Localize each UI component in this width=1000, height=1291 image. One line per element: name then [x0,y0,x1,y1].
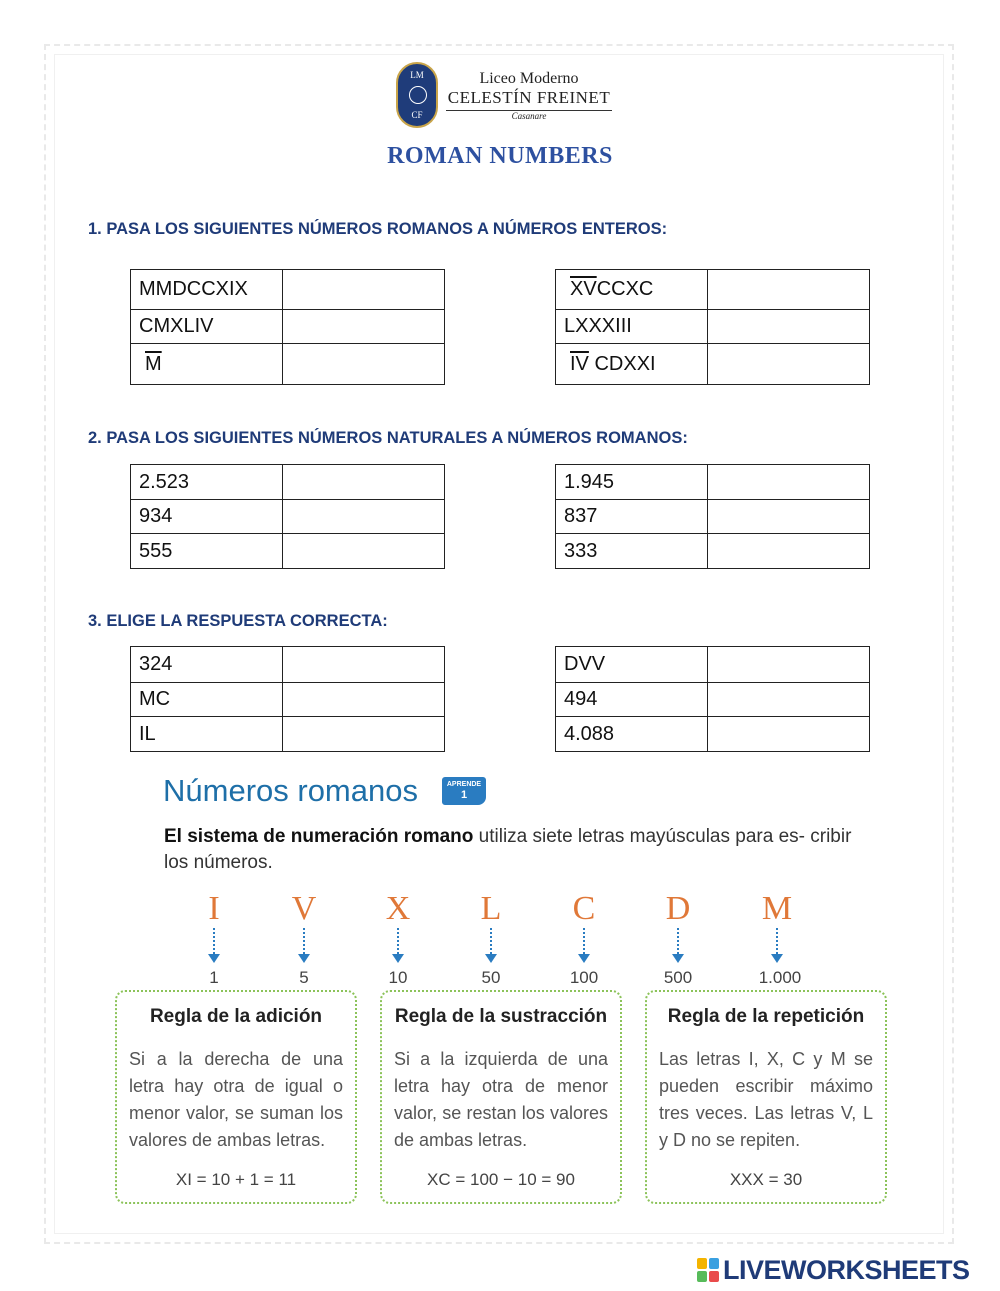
option-cell: 4.088 [556,717,708,752]
answer-field[interactable] [708,534,870,569]
option-cell: 494 [556,683,708,717]
arrow-head-icon [208,954,220,963]
table-row [556,647,870,683]
roman-letter: V [291,890,317,927]
school-name-line1: Liceo Moderno [479,70,579,87]
rule-title: Regla de la repetición [667,1006,865,1027]
roman-cell [131,344,283,385]
roman-cell: LXXXIII [556,310,708,344]
textbook-description [164,824,864,876]
answer-field[interactable] [708,465,870,500]
table-row [131,683,445,717]
school-location: Casanare [511,111,547,121]
answer-field[interactable] [283,344,445,385]
numeral-rest: CDXXI [594,352,656,375]
number-cell: 1.945 [556,465,708,500]
table-row [131,647,445,683]
roman-letter: L [480,890,502,927]
school-logo [396,62,616,130]
table-row [556,344,870,385]
answer-field[interactable] [708,500,870,534]
roman-cell [556,270,708,310]
table-row [556,717,870,752]
answer-field[interactable] [708,310,870,344]
overlined-numeral: $\overline{XV}$ [570,278,597,300]
letter-value: 10 [388,968,408,987]
arrow-head-icon [771,954,783,963]
overlined-numeral: $\overline{M}$ [145,352,162,375]
logo-divider [446,110,612,111]
rule-body: Las letras I, X, C y M se pueden escribir máximo tres veces. Las letras V, L y D no se repiten. [659,1049,873,1150]
number-cell: 333 [556,534,708,569]
table-row [556,683,870,717]
school-name-line2: CELESTÍN FREINET [447,88,611,107]
section1-title: 1. PASA LOS SIGUIENTES NÚMEROS ROMANOS A NÚMEROS ENTEROS: [88,220,668,238]
page-title: ROMAN NUMBERS [387,143,613,169]
textbook-title: Números romanos [163,773,418,808]
section1-right-table [555,269,870,385]
answer-field[interactable] [283,717,445,752]
roman-letter: D [665,890,691,927]
section3-title: 3. ELIGE LA RESPUESTA CORRECTA: [88,612,388,630]
badge-label: APRENDE [446,781,482,788]
seal-bottom-text: CF [411,110,423,120]
option-cell: 324 [131,647,283,683]
rule-box-subtraction [380,990,622,1204]
section1-left-table [130,269,445,385]
answer-field[interactable] [708,683,870,717]
roman-letter: I [208,890,220,927]
description-rest: utiliza siete letras mayúsculas para es- cribir los números. [164,826,852,873]
roman-cell: MMDCCXIX [131,270,283,310]
badge-number: 1 [460,789,468,801]
letter-value: 100 [569,968,599,987]
answer-field[interactable] [283,683,445,717]
liveworksheets-brand: LIVEWORKSHEETS [723,1255,970,1285]
rule-example: XC = 100 − 10 = 90 [427,1170,575,1189]
seal-top-text: LM [410,70,424,80]
description-bold: El sistema de numeración romano [164,826,474,847]
table-row [131,717,445,752]
rule-body: Si a la izquierda de una letra hay otra de menor valor, se restan los valores de ambas letras. [394,1049,608,1150]
table-row [131,500,445,534]
letter-value: 500 [663,968,693,987]
option-cell: MC [131,683,283,717]
roman-cell: CMXLIV [131,310,283,344]
number-cell: 934 [131,500,283,534]
arrow-head-icon [392,954,404,963]
option-cell: DVV [556,647,708,683]
number-cell: 2.523 [131,465,283,500]
table-row [556,465,870,500]
section2-right-table [555,464,870,569]
letter-value: 1 [209,968,219,987]
school-seal-icon [396,62,438,128]
answer-field[interactable] [283,465,445,500]
section2-left-table [130,464,445,569]
table-row [131,270,445,310]
answer-field[interactable] [283,270,445,310]
answer-field[interactable] [283,500,445,534]
table-row [131,534,445,569]
school-name [442,70,616,121]
arrow-head-icon [485,954,497,963]
answer-field[interactable] [708,717,870,752]
liveworksheets-icon [697,1258,719,1282]
rule-box-repetition [645,990,887,1204]
table-row [556,534,870,569]
answer-field[interactable] [708,344,870,385]
answer-field[interactable] [283,310,445,344]
rule-example: XI = 10 + 1 = 11 [175,1170,297,1189]
table-row [556,500,870,534]
aprende-badge [442,777,486,805]
letter-value: 1.000 [758,968,802,987]
rule-example: XXX = 30 [729,1170,803,1189]
section2-title: 2. PASA LOS SIGUIENTES NÚMEROS NATURALES A NÚMEROS ROMANOS: [88,429,688,447]
letter-value: 5 [299,968,309,987]
arrow-head-icon [578,954,590,963]
answer-field[interactable] [708,647,870,683]
rule-title: Regla de la sustracción [394,1006,608,1027]
table-row [131,465,445,500]
numeral-rest: CCXC [596,278,654,300]
table-row [556,270,870,310]
answer-field[interactable] [283,534,445,569]
arrow-head-icon [298,954,310,963]
section3-left-table [130,646,445,752]
table-row [131,344,445,385]
roman-letter: X [385,890,411,927]
roman-cell [556,344,708,385]
roman-letter: M [761,890,793,927]
overlined-numeral: $\overline{IV}$ [570,352,589,375]
number-cell: 555 [131,534,283,569]
globe-icon [409,86,427,104]
section3-right-table [555,646,870,752]
number-cell: 837 [556,500,708,534]
rule-title: Regla de la adición [149,1006,323,1027]
rule-box-addition [115,990,357,1204]
letter-value: 50 [481,968,501,987]
rule-body: Si a la derecha de una letra hay otra de igual o menor valor, se suman los valores de ambas letras. [129,1049,343,1150]
table-row [556,310,870,344]
arrow-head-icon [672,954,684,963]
option-cell: IL [131,717,283,752]
roman-letter: C [572,890,596,927]
table-row [131,310,445,344]
answer-field[interactable] [283,647,445,683]
answer-field[interactable] [708,270,870,310]
